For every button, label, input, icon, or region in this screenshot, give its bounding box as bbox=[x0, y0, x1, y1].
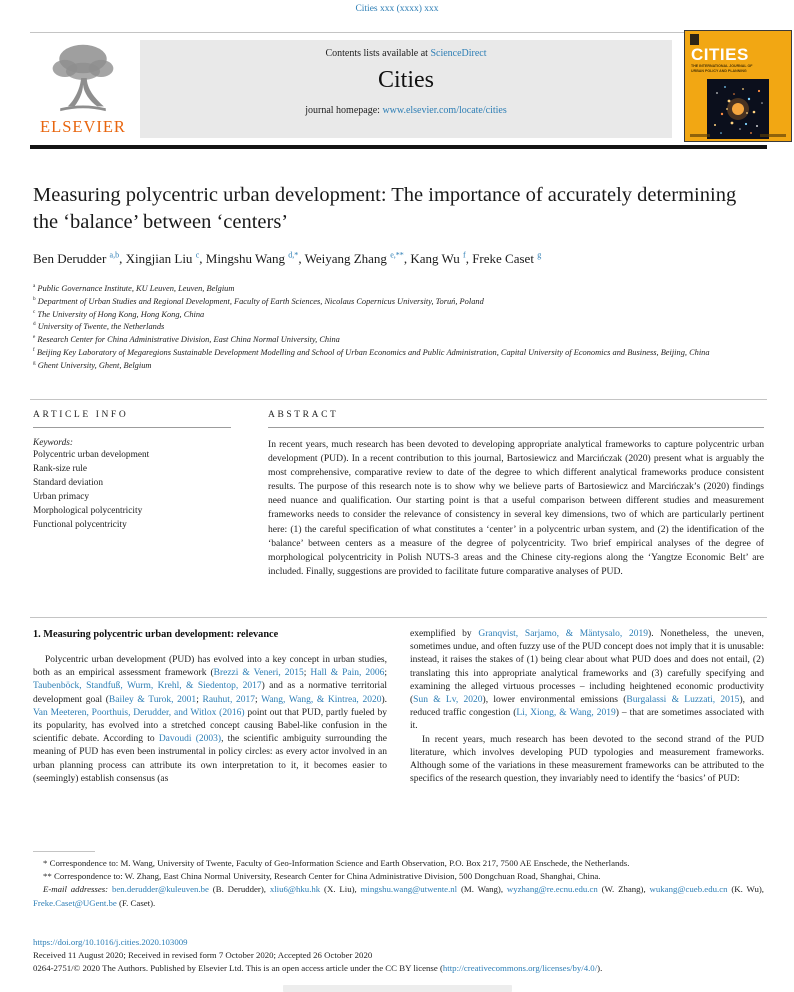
article-info-rule bbox=[33, 427, 231, 428]
text-segment: (B. Derudder), bbox=[208, 884, 270, 895]
keyword: Morphological polycentricity bbox=[33, 505, 143, 516]
body-left-column bbox=[33, 628, 387, 849]
inline-link[interactable]: e,** bbox=[390, 250, 404, 260]
text-segment: (X. Liu), bbox=[320, 884, 361, 895]
inline-link[interactable]: g bbox=[537, 250, 542, 260]
keywords-label: Keywords: bbox=[33, 438, 73, 448]
inline-link[interactable]: a,b bbox=[109, 250, 120, 260]
affiliation-sup: a bbox=[33, 283, 36, 290]
inline-link[interactable]: ben.derudder@kuleuven.be bbox=[111, 884, 209, 895]
cover-subtitle: THE INTERNATIONAL JOURNAL OF URBAN POLICY AND PLANNING bbox=[691, 64, 753, 73]
text-segment: , Weiyang Zhang bbox=[298, 251, 391, 266]
affiliation-text: University of Twente, the Netherlands bbox=[37, 322, 165, 332]
text-segment: ). bbox=[381, 694, 387, 705]
copyright-line bbox=[33, 962, 764, 975]
journal-title: Cities bbox=[377, 67, 434, 93]
inline-link[interactable]: http://creativecommons.org/licenses/by/4.0/ bbox=[442, 963, 598, 974]
text-segment: ) and as a normative territorial development goal ( bbox=[33, 681, 388, 705]
text-segment: ), and reduced traffic congestion ( bbox=[410, 695, 764, 719]
article-title: Measuring polycentric urban development: The importance of accurately determining the ‘balance’ between ‘centers’ bbox=[33, 184, 737, 234]
affiliation-sup: e bbox=[33, 334, 36, 341]
affiliation-item bbox=[33, 347, 761, 360]
affiliation-text: Research Center for China Administrative Division, East China Normal University, China bbox=[37, 335, 340, 345]
affiliation-item bbox=[33, 309, 761, 322]
sciencedirect-link[interactable]: ScienceDirect bbox=[430, 48, 487, 59]
cover-publisher-mark-icon bbox=[690, 34, 699, 45]
body-right-column bbox=[410, 628, 764, 849]
keyword: Functional polycentricity bbox=[33, 519, 127, 530]
affiliation-item bbox=[33, 360, 761, 373]
page-bottom-partial-bar bbox=[283, 985, 512, 992]
inline-link[interactable]: d,* bbox=[288, 250, 299, 260]
text-segment: , the scientific ambiguity surrounding the meaning of PUD has even been instrumental in policy circles: as every actor involved in an urban planning process can attribute its own interpretation to it, it becomes easier to (seemingly) establish consensus (as bbox=[33, 734, 387, 784]
abstract-heading: ABSTRACT bbox=[268, 410, 339, 420]
cover-city-lights-image bbox=[685, 79, 791, 139]
text-segment: ; bbox=[196, 694, 203, 705]
text-segment: ). Nonetheless, the uneven, sometimes undue, and often fuzzy use of the PUD concept does not imply that it is unusable: instead, it raises the stakes of (1) being clear about what PUD does and does not entail, (2) translating this into appropriate analytical frameworks and (3) carefully specifying and examining the alleged virtuous processes – including heightened economic productivity ( bbox=[410, 629, 764, 706]
inline-link[interactable]: Brezzi & Veneri, 2015 bbox=[213, 668, 304, 679]
cover-footer-right-text bbox=[760, 134, 786, 137]
homepage-link[interactable]: www.elsevier.com/locate/cities bbox=[382, 105, 507, 116]
body-paragraph: In recent years, much research has been devoted to the second strand of the PUD literature, which involves developing PUD typologies and measurement frameworks. Although some of the variations in these measurement frameworks can be attributed to the specifics of the research question, they invariably need to identify the ‘basics’ of PUD: bbox=[410, 734, 764, 785]
keyword: Standard deviation bbox=[33, 477, 103, 488]
text-segment: E-mail addresses: bbox=[43, 884, 112, 895]
inline-link[interactable]: Granqvist, Sarjamo, & Mäntysalo, 2019 bbox=[478, 629, 649, 639]
text-segment: 0264-2751/© 2020 The Authors. Published by Elsevier Ltd. This is an open access article under the CC BY license ( bbox=[33, 963, 443, 974]
bottom-metadata bbox=[33, 936, 764, 975]
correspondence-footnote-1: * Correspondence to: M. Wang, University of Twente, Faculty of Geo-Information Science and Earth Observation, P.O. Box 217, 7500 AE Enschede, the Netherlands. bbox=[43, 858, 630, 868]
cover-footer bbox=[690, 134, 786, 137]
top-divider bbox=[30, 32, 767, 33]
text-segment: ; bbox=[254, 694, 262, 705]
article-info-column bbox=[33, 410, 231, 616]
text-segment: , Kang Wu bbox=[403, 251, 464, 266]
keyword: Urban primacy bbox=[33, 491, 90, 502]
email-addresses-footnote bbox=[33, 883, 764, 909]
elsevier-logo[interactable] bbox=[30, 40, 136, 142]
text-segment: ), lower environmental emissions ( bbox=[482, 695, 627, 706]
doi-link[interactable]: https://doi.org/10.1016/j.cities.2020.103009 bbox=[33, 937, 188, 947]
inline-link[interactable]: Li, Xiong, & Wang, 2019 bbox=[516, 708, 616, 719]
affiliations-list bbox=[33, 283, 761, 372]
homepage-line bbox=[140, 105, 672, 116]
journal-banner bbox=[140, 40, 672, 138]
section-1-heading: 1. Measuring polycentric urban development: relevance bbox=[33, 629, 279, 640]
text-segment: ) – that are sometimes associated with it. bbox=[410, 708, 764, 732]
inline-link[interactable]: Rauhut, 2017 bbox=[202, 694, 255, 705]
inline-link[interactable]: Van Meeteren, Poorthuis, Derudder, and Witlox (2016) bbox=[33, 707, 245, 718]
affiliation-item bbox=[33, 334, 761, 347]
affiliation-sup: c bbox=[33, 308, 36, 315]
text-segment: , Xingjian Liu bbox=[119, 251, 196, 266]
body-columns bbox=[33, 628, 764, 849]
keyword: Rank-size rule bbox=[33, 463, 87, 474]
elsevier-wordmark: ELSEVIER bbox=[40, 117, 126, 136]
header-thick-rule bbox=[30, 145, 767, 149]
elsevier-tree-icon bbox=[44, 101, 122, 118]
inline-link[interactable]: Taubenböck, Standfuß, Wurm, Krehl, & Siedentop, 2017 bbox=[33, 681, 262, 692]
affiliation-text: Ghent University, Ghent, Belgium bbox=[37, 360, 152, 370]
text-segment: (W. Zhang), bbox=[597, 884, 650, 895]
info-abstract-section bbox=[33, 410, 764, 616]
cover-title: CITIES bbox=[691, 45, 749, 64]
inline-link[interactable]: Hall & Pain, 2006 bbox=[310, 668, 385, 679]
affiliation-sup: b bbox=[33, 295, 36, 302]
text-segment: exemplified by bbox=[410, 629, 479, 639]
abstract-rule bbox=[268, 427, 764, 428]
affiliation-sup: d bbox=[33, 321, 36, 328]
article-info-heading: ARTICLE INFO bbox=[33, 410, 129, 420]
received-dates: Received 11 August 2020; Received in revised form 7 October 2020; Accepted 26 October 2020 bbox=[33, 950, 373, 961]
affiliation-item bbox=[33, 321, 761, 334]
text-segment: ; bbox=[303, 668, 311, 679]
body-paragraph bbox=[410, 628, 764, 734]
authors-line bbox=[33, 251, 749, 267]
inline-link[interactable]: Freke.Caset@UGent.be bbox=[33, 897, 117, 908]
text-segment: (F. Caset). bbox=[116, 897, 156, 908]
body-paragraph bbox=[33, 654, 387, 786]
info-top-rule bbox=[30, 399, 767, 400]
cover-footer-left-text bbox=[690, 134, 710, 137]
inline-link[interactable]: Sun & Lv, 2020 bbox=[413, 695, 483, 706]
inline-link[interactable]: xliu6@hku.hk bbox=[269, 884, 321, 895]
affiliation-item bbox=[33, 296, 761, 309]
text-segment: (K. Wu), bbox=[727, 884, 764, 895]
affiliation-item bbox=[33, 283, 761, 296]
inline-link[interactable]: c bbox=[195, 250, 200, 260]
correspondence-footnote-2: ** Correspondence to: W. Zhang, East China Normal University, Research Center for China Administrative Division, 500 Dongchuan Road, Shanghai, China. bbox=[43, 871, 601, 882]
text-segment: ). bbox=[597, 963, 603, 974]
journal-cover-thumbnail[interactable] bbox=[684, 30, 792, 142]
keyword: Polycentric urban development bbox=[33, 450, 150, 460]
affiliation-sup: g bbox=[33, 359, 36, 366]
info-bottom-rule bbox=[30, 617, 767, 618]
text-segment: , Mingshu Wang bbox=[199, 251, 289, 266]
text-segment: Ben Derudder bbox=[33, 251, 110, 266]
inline-link[interactable]: wyzhang@re.ecnu.edu.cn bbox=[506, 884, 598, 895]
affiliation-text: Department of Urban Studies and Regional Development, Faculty of Earth Sciences, Nicolaus Copernicus University, Toruń, Poland bbox=[37, 296, 484, 306]
text-segment: point out that PUD, partly fueled by its popularity, has evolved into a stretched concept causing Babel-like confusion in the scientific debate. According to bbox=[33, 707, 387, 745]
text-segment: , Freke Caset bbox=[465, 251, 538, 266]
text-segment: ; bbox=[384, 668, 387, 679]
text-segment: (M. Wang), bbox=[457, 884, 507, 895]
affiliation-text: Public Governance Institute, KU Leuven, Leuven, Belgium bbox=[37, 284, 235, 293]
abstract-column bbox=[268, 410, 764, 616]
affiliation-sup: f bbox=[33, 347, 35, 354]
contents-line bbox=[140, 40, 672, 59]
inline-link[interactable]: mingshu.wang@utwente.nl bbox=[360, 884, 458, 895]
inline-link[interactable]: Burgalassi & Luzzati, 2015 bbox=[626, 695, 740, 706]
homepage-label: journal homepage: bbox=[305, 105, 383, 116]
abstract-text: In recent years, much research has been devoted to developing appropriate analytical frameworks to capture polycentric urban development (PUD). In a recent contribution to this journal, Bartosiewicz and Marcińczak (2020) present what is arguably the most comprehensive, comparative review to date of the degree to which different analytical frameworks produce consistent results. The purpose of this research note is to show why we believe parts of Bartosiewicz and Marcińczak’s (2020) findings need nuance and qualification. Our starting point is that a useful comparison between different studies and measurement frameworks needs to consider the relevance of consistency in several key dimensions, two of which are particularly pertinent here: (1) the careful specification of what constitutes a ‘center’ in a polycentric urban system, and (2) the identification of the ‘balance’ between centers as a measure of the degree of polycentricity. Two brief empirical analyses of the degree of morphological polycentricity in Polish NUTS-3 areas and the Chinese city-regions along the ‘Yangtze Economic Belt’ are included. Finally, suggestions are provided to facilitate future comparative analyses of PUD. bbox=[268, 439, 764, 577]
text-segment: Polycentric urban development (PUD) has evolved into a key concept in urban studies, both as an empirical assessment framework ( bbox=[33, 655, 387, 679]
affiliation-text: Beijing Key Laboratory of Megaregions Sustainable Development Modelling and School of Urban Economics and Public Administration, Capital University of Economics and Business, Beijing, China bbox=[36, 347, 710, 357]
footnote-separator bbox=[33, 851, 95, 852]
affiliation-text: The University of Hong Kong, Hong Kong, China bbox=[37, 309, 205, 319]
running-head: Cities xxx (xxxx) xxx bbox=[355, 4, 439, 14]
inline-link[interactable]: Bailey & Turok, 2001 bbox=[108, 694, 197, 705]
inline-link[interactable]: Wang, Wang, & Kintrea, 2020 bbox=[261, 694, 382, 705]
footnotes-block bbox=[33, 857, 764, 910]
inline-link[interactable]: wukang@cueb.edu.cn bbox=[649, 884, 728, 895]
inline-link[interactable]: f bbox=[463, 250, 466, 260]
inline-link[interactable]: Davoudi (2003) bbox=[158, 734, 222, 745]
contents-text: Contents lists available at bbox=[325, 48, 431, 59]
